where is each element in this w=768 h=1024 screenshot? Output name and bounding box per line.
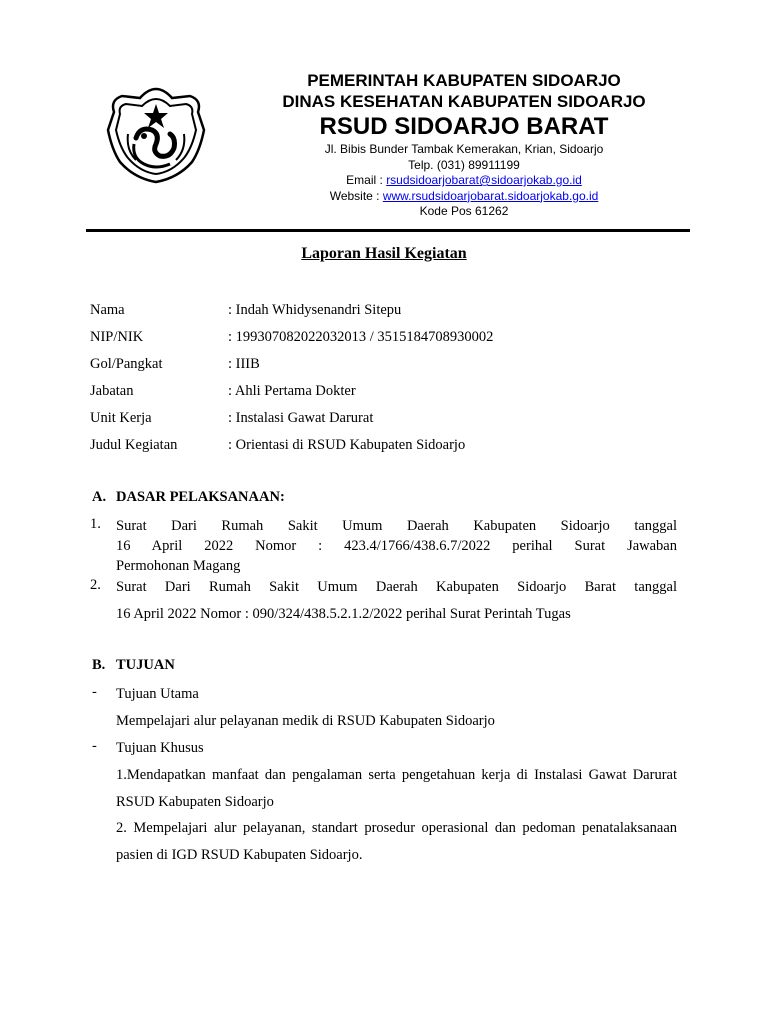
list-number: 1. — [90, 516, 101, 532]
letterhead-government: PEMERINTAH KABUPATEN SIDOARJO — [307, 71, 621, 90]
identity-value: : Instalasi Gawat Darurat — [228, 410, 374, 426]
identity-row — [90, 300, 401, 320]
special-goal-1-line: 1.Mendapatkan manfaat dan pengalaman serta pengetahuan kerja di Instalasi Gawat Darurat — [116, 767, 677, 783]
list-number: 2. — [90, 577, 101, 593]
special-goal-2-line: pasien di IGD RSUD Kabupaten Sidoarjo. — [116, 847, 363, 863]
main-goal-label: Tujuan Utama — [116, 686, 199, 702]
letterhead-postal-code: Kode Pos 61262 — [419, 204, 509, 218]
website-link[interactable]: www.rsudsidoarjobarat.sidoarjokab.go.id — [382, 188, 599, 203]
section-b-title: TUJUAN — [116, 657, 175, 673]
section-a-letter: A. — [92, 489, 107, 505]
main-goal-text: Mempelajari alur pelayanan medik di RSUD Kabupaten Sidoarjo — [116, 713, 495, 729]
identity-value: : Indah Whidysenandri Sitepu — [228, 302, 402, 318]
identity-value: : Orientasi di RSUD Kabupaten Sidoarjo — [228, 437, 466, 453]
special-goal-1-line: RSUD Kabupaten Sidoarjo — [116, 794, 274, 810]
list-item-line: Permohonan Magang — [116, 558, 241, 574]
email-label: Email : — [346, 173, 387, 187]
section-b-heading — [92, 657, 175, 674]
letterhead-department: DINAS KESEHATAN KABUPATEN SIDOARJO — [282, 92, 646, 111]
identity-label: Unit Kerja — [90, 410, 152, 426]
section-b-letter: B. — [92, 657, 106, 673]
document-title: Laporan Hasil Kegiatan — [301, 245, 467, 262]
letterhead-address: Jl. Bibis Bunder Tambak Kemerakan, Krian, Sidoarjo — [324, 142, 604, 156]
list-item-line: 16 April 2022 Nomor : 423.4/1766/438.6.7/2022 perihal Surat Jawaban — [116, 538, 677, 554]
letterhead-email-line — [230, 173, 698, 189]
identity-value: : IIIB — [228, 356, 260, 372]
letterhead-phone: Telp. (031) 89911199 — [408, 157, 520, 172]
identity-label: Gol/Pangkat — [90, 356, 163, 372]
identity-value: : 199307082022032013 / 3515184708930002 — [228, 329, 494, 345]
website-label: Website : — [329, 188, 383, 203]
section-a-heading — [92, 489, 285, 506]
email-link[interactable]: rsudsidoarjobarat@sidoarjokab.go.id — [386, 173, 582, 187]
identity-value: : Ahli Pertama Dokter — [228, 383, 356, 399]
identity-row — [90, 354, 260, 374]
list-item-line: 16 April 2022 Nomor : 090/324/438.5.2.1.2/2022 perihal Surat Perintah Tugas — [116, 606, 571, 622]
identity-label: Jabatan — [90, 383, 134, 399]
identity-label: Judul Kegiatan — [90, 437, 178, 453]
list-item-line: Surat Dari Rumah Sakit Umum Daerah Kabupaten Sidoarjo tanggal — [116, 518, 677, 534]
special-goal-2-line: 2. Mempelajari alur pelayanan, standart prosedur operasional dan pedoman penatalaksanaan — [116, 820, 677, 836]
identity-label: Nama — [90, 302, 125, 318]
identity-label: NIP/NIK — [90, 329, 144, 345]
identity-row — [90, 435, 465, 455]
letterhead-divider — [86, 229, 690, 232]
sidoarjo-regency-emblem-icon — [100, 78, 212, 186]
identity-row — [90, 327, 493, 347]
letterhead-website-line — [230, 189, 698, 205]
special-goal-label: Tujuan Khusus — [116, 740, 204, 756]
letterhead-hospital-name: RSUD SIDOARJO BARAT — [319, 113, 609, 140]
bullet: - — [92, 738, 97, 754]
section-a-title: DASAR PELAKSANAAN: — [116, 489, 285, 505]
letterhead — [230, 70, 698, 220]
identity-row — [90, 381, 356, 401]
identity-row — [90, 408, 373, 428]
bullet: - — [92, 684, 97, 700]
list-item-line: Surat Dari Rumah Sakit Umum Daerah Kabupaten Sidoarjo Barat tanggal — [116, 579, 677, 595]
